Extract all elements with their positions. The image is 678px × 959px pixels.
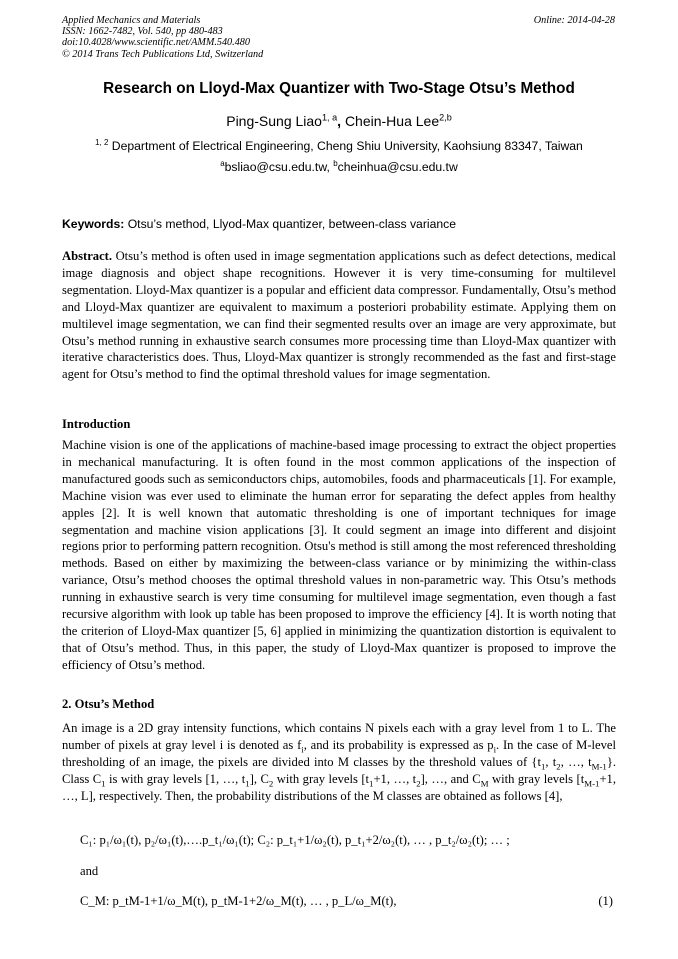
email-line: [0, 160, 678, 174]
keywords-label: Keywords:: [62, 217, 125, 231]
paper-title: Research on Lloyd-Max Quantizer with Two-Stage Otsu’s Method: [103, 80, 575, 97]
otsu-text-7: is with gray levels [1, …, t: [105, 771, 246, 786]
keywords: [62, 217, 617, 231]
email-b: cheinhua@csu.edu.tw: [337, 160, 458, 174]
sub-t2: 2: [556, 761, 561, 772]
otsu-text-8: ], C: [249, 771, 269, 786]
journal-name: Applied Mechanics and Materials: [62, 15, 201, 26]
equation-class-distributions: C₁: p₁/ω₁(t), p₂/ω₁(t),….p_t₁/ω₁(t); C₂: p_t₁+1/ω₂(t), p_t₁+2/ω₂(t), … , p_t₂/ω₂(t); … ;: [80, 833, 510, 847]
equation-and: and: [80, 864, 99, 878]
email-a-sup: a: [220, 158, 225, 168]
sub-t2b: 2: [416, 778, 421, 789]
issn-line: ISSN: 1662-7482, Vol. 540, pp 480-483: [62, 26, 223, 38]
affiliation: [0, 139, 678, 153]
introduction-heading: Introduction: [62, 417, 131, 431]
sub-pi: i: [493, 744, 497, 755]
otsu-text-5: , …, t: [560, 754, 592, 769]
sub-tm1: M-1: [591, 761, 607, 772]
otsu-text-10: +1, …, t: [373, 771, 417, 786]
otsu-text-9: with gray levels [t: [273, 771, 370, 786]
email-b-sup: b: [333, 158, 338, 168]
author-separator: ,: [337, 113, 345, 129]
introduction-text: Machine vision is one of the applications of machine-based image processing to extract the object properties in mechanical manufacturing. It is often found in the most common applications of the inspection of manufactured goods such as semiconductors chips, automobiles, foods and pharmaceuticals [1]. For example, Machine vision was ever used to eliminate the human error for separating the defect apples from healthy apples [2]. It is well known that automatic thresholding is one of important techniques for image segmentation and machine vision applications [3]. It could segment an image into different and disjoint regions prior to performing pattern recognition. Otsu's method is still among the most referenced thresholding methods. Based on either by maximizing the between-class variance or by minimizing the within-class variance, Otsu’s method chooses the optimal threshold values in non-parametric way. This Otsu’s methods running in exhaustive search is very time consuming for multilevel image segmentation, even though a fast recursive algorithm with look up table has been proposed to improve the efficiency [4]. It is worth noting that the criterion of Lloyd-Max quantizer [5, 6] applied in minimizing the quantization distortion is equivalent to that of Otsu’s method. Thus, in this paper, the study of Lloyd-Max quantizer is proposed to improve the efficiency of Otsu’s method.: [62, 438, 616, 672]
abstract-text: Otsu’s method is often used in image segmentation applications such as defect detections, medical image diagnosis and object shape recognitions. However it is very time-consuming for multilevel segmentation. Lloyd-Max quantizer is a popular and efficient data compressor. Fundamentally, Otsu’s method and Lloyd-Max quantizer are equivalent to maximum a posteriori probability estimate. Applying them on multilevel image segmentation, we can find their segmented results over an image are very approximate, but Otsu’s method running in exhaustive search consumes more processing time than Lloyd-Max quantizer with iterative characteristics does. Thus, Lloyd-Max quantizer is strongly recommended as the fast and first-stage agent for Otsu’s method to find the optimal threshold values for image segmentation.: [62, 249, 616, 382]
otsu-heading: 2. Otsu’s Method: [62, 697, 155, 711]
otsu-text-12: with gray levels [t: [488, 771, 585, 786]
otsu-text-13: +1, …, L], respectively. Then, the probability distributions of the M classes are obtained as follows [4],: [62, 771, 616, 803]
author-2-sup: 2,b: [439, 112, 452, 123]
equation-cm: C_M: p_tM-1+1/ω_M(t), p_tM-1+2/ω_M(t), … , p_L/ω_M(t),: [80, 894, 397, 908]
otsu-text-11: ], …, and C: [420, 771, 481, 786]
affiliation-sup: 1, 2: [95, 137, 109, 147]
sub-c1: 1: [101, 778, 106, 789]
equation-number: (1): [598, 894, 613, 908]
otsu-text-6: }. Class C: [62, 754, 617, 786]
abstract-label: Abstract.: [62, 249, 113, 263]
author-1-sup: 1, a: [321, 112, 338, 123]
email-separator: ,: [326, 160, 334, 174]
online-date: Online: 2014-04-28: [533, 15, 615, 26]
sub-t1: 1: [540, 761, 546, 772]
sub-c2: 2: [268, 778, 274, 789]
copyright-line: © 2014 Trans Tech Publications Ltd, Switzerland: [62, 48, 264, 60]
otsu-text-1: An image is a 2D gray intensity functions, which contains N pixels each with a gray level from 1 to L. The number of pixels at gray level i is denoted as f: [62, 721, 616, 752]
affiliation-text: Department of Electrical Engineering, Cheng Shiu University, Kaohsiung 83347, Taiwan: [108, 139, 583, 153]
otsu-text-4: , t: [545, 754, 557, 769]
sub-t1b: 1: [245, 778, 250, 789]
otsu-text-3: . In the case of M-level thresholding of an image, the pixels are divided into M classes by the threshold values of {t: [62, 737, 616, 769]
keywords-text: Otsu’s method, Llyod-Max quantizer, between-class variance: [124, 217, 457, 231]
sub-t1c: 1: [369, 778, 374, 789]
author-1: Ping-Sung Liao: [226, 113, 322, 129]
sub-tm1b: M-1: [584, 778, 600, 789]
sub-cm: M: [480, 778, 489, 789]
journal-header: [62, 15, 263, 60]
abstract: [62, 248, 616, 383]
doi-line: doi:10.4028/www.scientific.net/AMM.540.480: [62, 37, 250, 49]
otsu-text-2: , and its probability is expressed as p: [303, 737, 494, 752]
author-2: Chein-Hua Lee: [344, 113, 440, 129]
otsu-paragraph: [62, 720, 616, 805]
author-line: [0, 113, 678, 129]
sub-fi: i: [301, 744, 304, 755]
email-a: bsliao@csu.edu.tw: [224, 160, 327, 174]
